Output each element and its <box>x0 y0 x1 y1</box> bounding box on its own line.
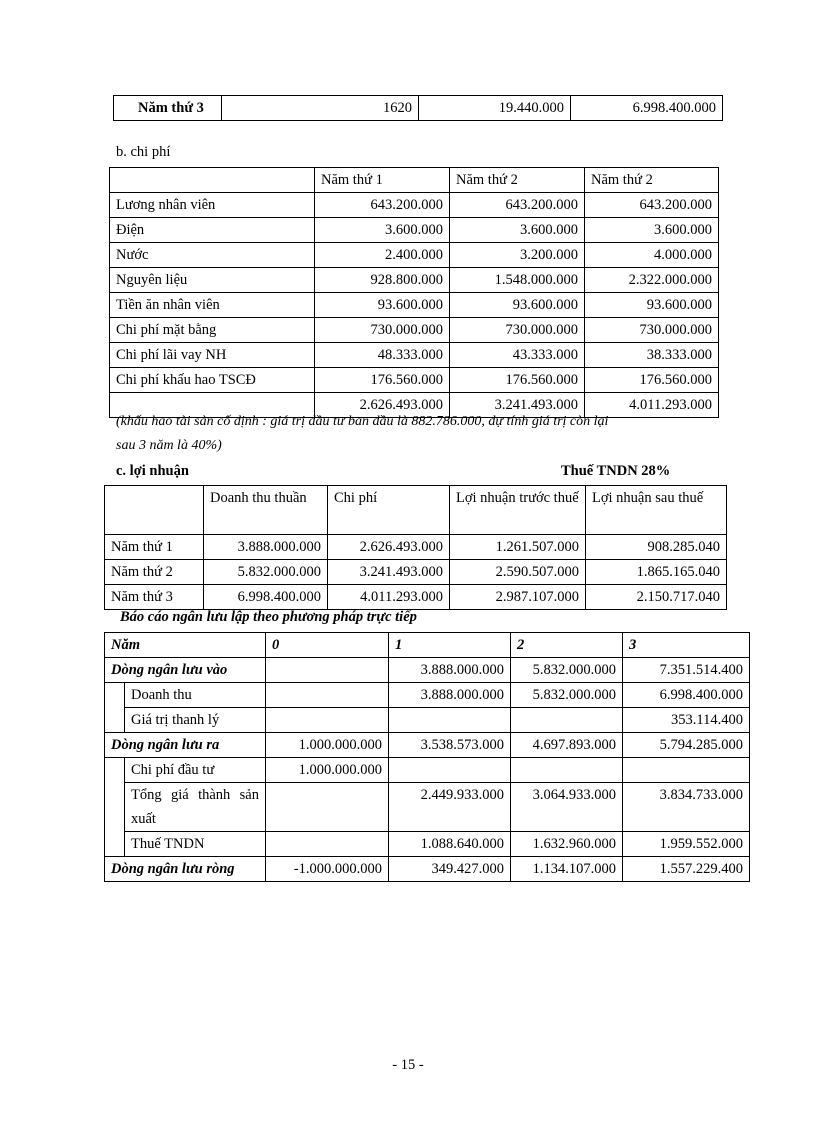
table-cell: 38.333.000 <box>585 343 719 368</box>
table-cell: 2.322.000.000 <box>585 268 719 293</box>
table-cell: 353.114.400 <box>623 708 750 733</box>
column-header: Năm thứ 2 <box>585 168 719 193</box>
table-cell: 349.427.000 <box>389 857 511 882</box>
table-cell <box>266 708 389 733</box>
indent-cell <box>105 832 125 857</box>
table-cell: 19.440.000 <box>419 96 571 121</box>
cashflow-table <box>104 632 750 882</box>
table-cell: 2.150.717.040 <box>586 585 727 610</box>
table-cell: 3.600.000 <box>315 218 450 243</box>
table-cell: 48.333.000 <box>315 343 450 368</box>
inflow-label: Dòng ngân lưu vào <box>105 658 266 683</box>
row-label: Năm thứ 3 <box>105 585 204 610</box>
table-cell: 3.600.000 <box>450 218 585 243</box>
table-cell: 1.557.229.400 <box>623 857 750 882</box>
table-cell: 1.548.000.000 <box>450 268 585 293</box>
row-label: Chi phí khấu hao TSCĐ <box>110 368 315 393</box>
table-cell <box>511 758 623 783</box>
table-row <box>110 193 719 218</box>
row-label: Nước <box>110 243 315 268</box>
table-cell: 1.632.960.000 <box>511 832 623 857</box>
table-cell: 3.538.573.000 <box>389 733 511 758</box>
table-cell: 7.351.514.400 <box>623 658 750 683</box>
table-cell: -1.000.000.000 <box>266 857 389 882</box>
row-label: Năm thứ 1 <box>105 535 204 560</box>
table-row <box>105 560 727 585</box>
table-cell: 3.888.000.000 <box>204 535 328 560</box>
table-cell: 908.285.040 <box>586 535 727 560</box>
table-cell: 2.626.493.000 <box>328 535 450 560</box>
table-cell: 6.998.400.000 <box>571 96 723 121</box>
table-cell: 730.000.000 <box>585 318 719 343</box>
table-cell: 730.000.000 <box>315 318 450 343</box>
row-label: Điện <box>110 218 315 243</box>
table-cell <box>389 708 511 733</box>
table-cell: 3.834.733.000 <box>623 783 750 832</box>
indent-cell <box>105 708 125 733</box>
row-label: Chi phí mặt bằng <box>110 318 315 343</box>
row-label: Nguyên liệu <box>110 268 315 293</box>
table-row <box>105 733 750 758</box>
table-cell: 176.560.000 <box>585 368 719 393</box>
table-cell: 4.000.000 <box>585 243 719 268</box>
column-header: 2 <box>511 633 623 658</box>
table-cell: 1.959.552.000 <box>623 832 750 857</box>
table-cell: 43.333.000 <box>450 343 585 368</box>
table-row <box>110 368 719 393</box>
column-header: 0 <box>266 633 389 658</box>
table-cell: 3.888.000.000 <box>389 658 511 683</box>
table-cell <box>266 783 389 832</box>
column-header <box>110 168 315 193</box>
column-header: Năm <box>105 633 266 658</box>
tax-rate-label: Thuế TNDN 28% <box>561 463 671 479</box>
table-cell <box>389 758 511 783</box>
table-cell: 730.000.000 <box>450 318 585 343</box>
table-row <box>110 318 719 343</box>
column-header: Năm thứ 1 <box>315 168 450 193</box>
table-cell: 5.832.000.000 <box>511 683 623 708</box>
table-cell: 643.200.000 <box>585 193 719 218</box>
table-row <box>110 243 719 268</box>
row-label: Doanh thu <box>125 683 266 708</box>
table-row <box>105 832 750 857</box>
table-cell: 5.832.000.000 <box>204 560 328 585</box>
table-cell: 5.794.285.000 <box>623 733 750 758</box>
table-row <box>110 218 719 243</box>
row-label: Thuế TNDN <box>125 832 266 857</box>
table-cell: 176.560.000 <box>315 368 450 393</box>
table-cell: 2.626.493.000 <box>315 393 450 418</box>
page-number: - 15 - <box>392 1057 424 1073</box>
indent-cell <box>105 683 125 708</box>
table-cell: 3.200.000 <box>450 243 585 268</box>
depreciation-note-line2: sau 3 năm là 40%) <box>116 438 222 453</box>
table-cell: 1.000.000.000 <box>266 733 389 758</box>
table-cell: 3.064.933.000 <box>511 783 623 832</box>
column-header: Năm thứ 2 <box>450 168 585 193</box>
table-cell: 1.134.107.000 <box>511 857 623 882</box>
table-cell <box>623 758 750 783</box>
table-cell: 3.241.493.000 <box>450 393 585 418</box>
table-row <box>110 293 719 318</box>
column-header: 3 <box>623 633 750 658</box>
column-header: Lợi nhuận trước thuế <box>450 486 586 535</box>
table-cell: 93.600.000 <box>450 293 585 318</box>
row-label: Giá trị thanh lý <box>125 708 266 733</box>
costs-heading: b. chi phí <box>116 144 171 160</box>
table-cell: 4.011.293.000 <box>328 585 450 610</box>
table-header-row <box>105 486 727 535</box>
table-cell <box>266 832 389 857</box>
table-cell: 2.400.000 <box>315 243 450 268</box>
depreciation-note-line1: (khấu hao tài sản cố định : giá trị đầu tư ban đầu là 882.786.000, dự tính giá trị còn lại <box>116 414 609 429</box>
table-cell: 2.987.107.000 <box>450 585 586 610</box>
table-cell: 1.000.000.000 <box>266 758 389 783</box>
table-row <box>105 585 727 610</box>
net-flow-label: Dòng ngân lưu ròng <box>105 857 266 882</box>
costs-table <box>109 167 719 418</box>
row-label: Chi phí lãi vay NH <box>110 343 315 368</box>
indent-cell <box>105 758 125 783</box>
table-row <box>114 96 723 121</box>
table-cell: 3.241.493.000 <box>328 560 450 585</box>
table-row <box>105 708 750 733</box>
table-row <box>105 683 750 708</box>
table-cell: 1.865.165.040 <box>586 560 727 585</box>
profit-heading: c. lợi nhuận <box>116 463 189 479</box>
profit-table <box>104 485 727 610</box>
column-header: Chi phí <box>328 486 450 535</box>
row-label: Lương nhân viên <box>110 193 315 218</box>
table-cell: 93.600.000 <box>315 293 450 318</box>
table-cell: 6.998.400.000 <box>204 585 328 610</box>
row-label: Năm thứ 3 <box>114 96 222 121</box>
table-cell: 1.261.507.000 <box>450 535 586 560</box>
table-row <box>110 268 719 293</box>
table-cell: 2.449.933.000 <box>389 783 511 832</box>
table-cell: 5.832.000.000 <box>511 658 623 683</box>
top-table <box>113 95 723 121</box>
table-cell: 93.600.000 <box>585 293 719 318</box>
row-label: Năm thứ 2 <box>105 560 204 585</box>
column-header: 1 <box>389 633 511 658</box>
table-header-row <box>105 633 750 658</box>
table-cell: 1620 <box>222 96 419 121</box>
row-label: Tổng giá thành sản xuất <box>125 783 266 832</box>
table-cell <box>266 658 389 683</box>
table-cell: 643.200.000 <box>450 193 585 218</box>
table-cell: 643.200.000 <box>315 193 450 218</box>
table-cell <box>511 708 623 733</box>
outflow-label: Dòng ngân lưu ra <box>105 733 266 758</box>
table-cell: 2.590.507.000 <box>450 560 586 585</box>
cashflow-title: Báo cáo ngân lưu lập theo phương pháp trực tiếp <box>120 609 417 625</box>
row-label: Tiền ăn nhân viên <box>110 293 315 318</box>
table-cell: 4.697.893.000 <box>511 733 623 758</box>
table-cell: 1.088.640.000 <box>389 832 511 857</box>
table-row <box>110 343 719 368</box>
column-header <box>105 486 204 535</box>
table-cell <box>266 683 389 708</box>
indent-cell <box>105 783 125 832</box>
table-cell: 4.011.293.000 <box>585 393 719 418</box>
table-row <box>105 658 750 683</box>
table-row <box>105 857 750 882</box>
table-row <box>105 758 750 783</box>
table-cell: 928.800.000 <box>315 268 450 293</box>
table-cell: 176.560.000 <box>450 368 585 393</box>
column-header: Lợi nhuận sau thuế <box>586 486 727 535</box>
table-cell: 6.998.400.000 <box>623 683 750 708</box>
table-header-row <box>110 168 719 193</box>
row-label: Chi phí đầu tư <box>125 758 266 783</box>
table-cell: 3.600.000 <box>585 218 719 243</box>
column-header: Doanh thu thuần <box>204 486 328 535</box>
table-row <box>105 535 727 560</box>
table-cell: 3.888.000.000 <box>389 683 511 708</box>
table-row <box>105 783 750 832</box>
